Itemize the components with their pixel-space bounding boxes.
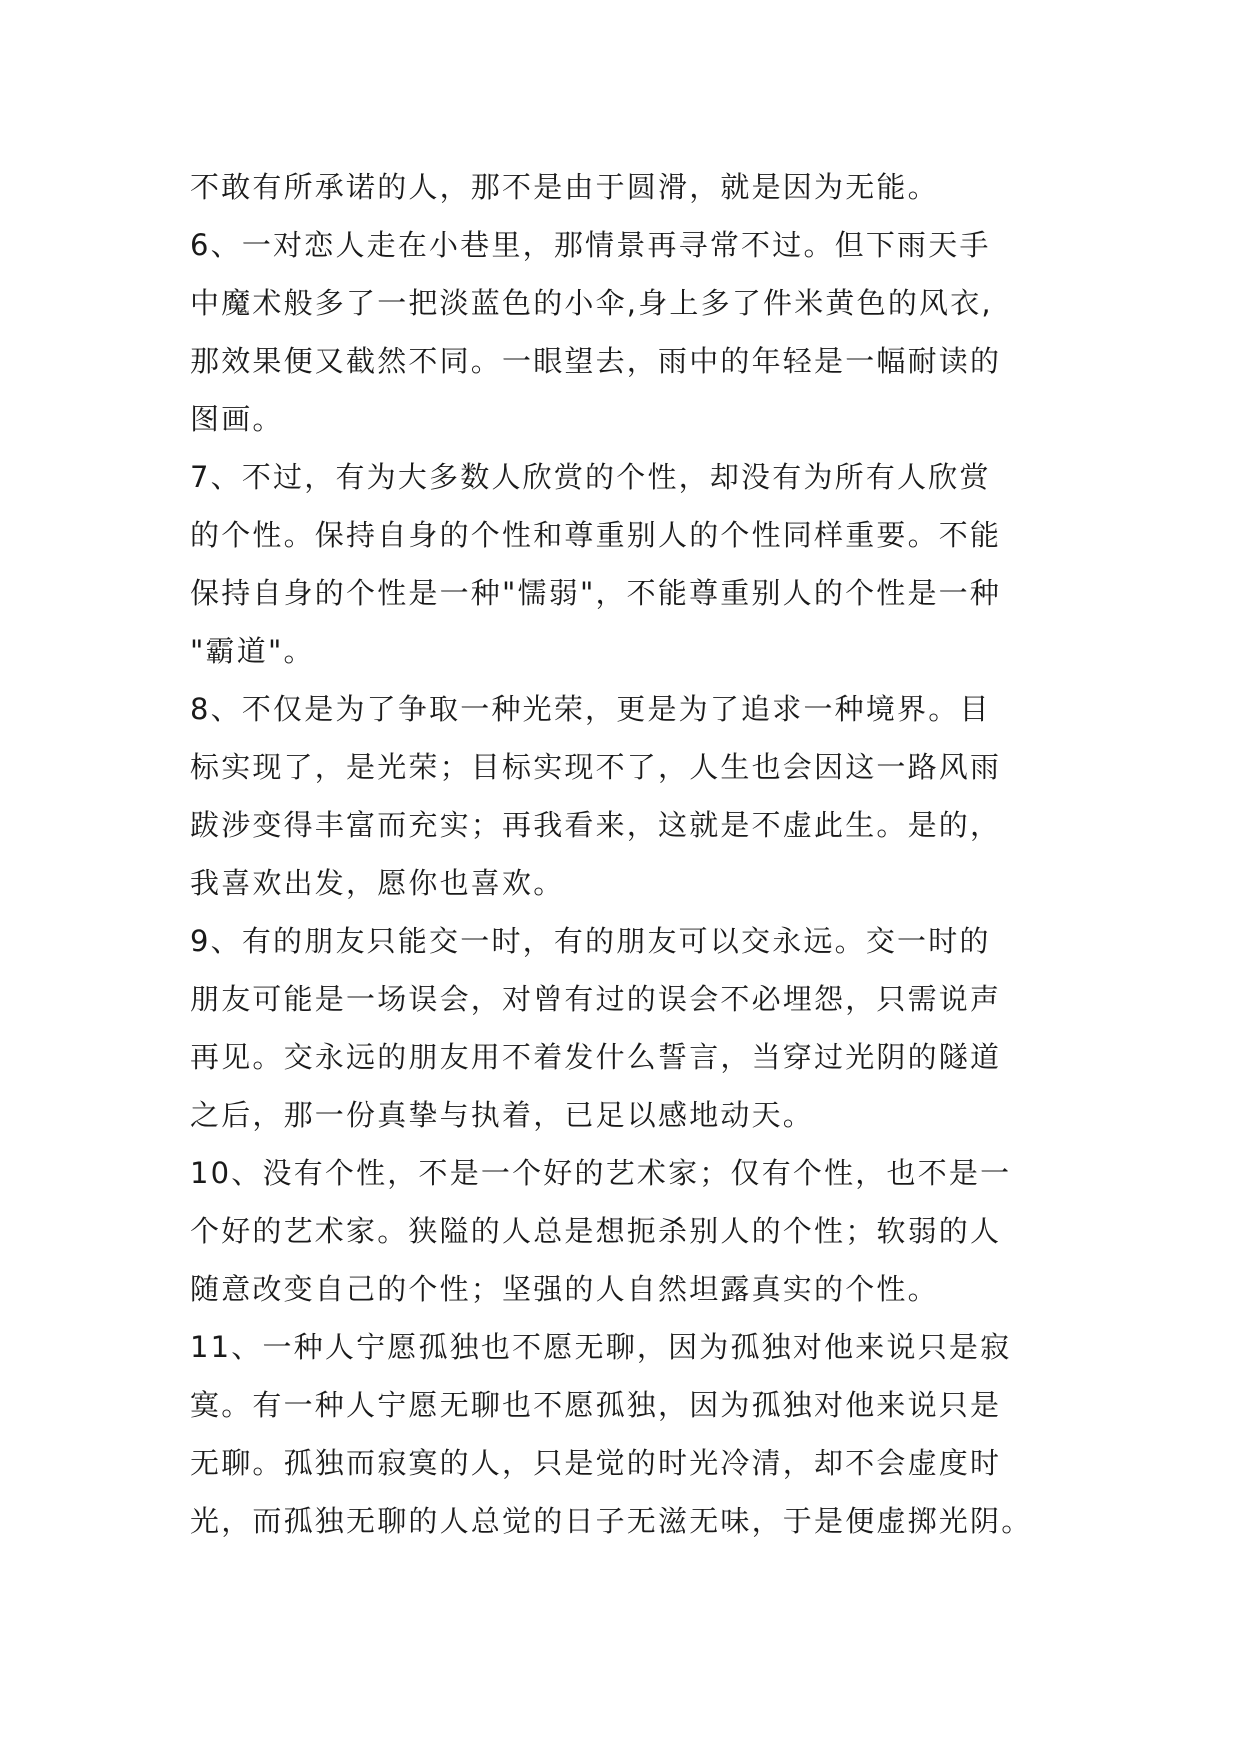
text-line: 不敢有所承诺的人，那不是由于圆滑，就是因为无能。 xyxy=(190,170,939,204)
text-line: 7、不过，有为大多数人欣赏的个性，却没有为所有人欣赏 xyxy=(190,460,991,494)
text-line: 无聊。孤独而寂寞的人，只是觉的时光冷清，却不会虚度时 xyxy=(190,1446,1002,1480)
text-line: 10、没有个性，不是一个好的艺术家；仅有个性，也不是一 xyxy=(190,1156,1012,1190)
text-line: 随意改变自己的个性；坚强的人自然坦露真实的个性。 xyxy=(190,1272,939,1306)
text-line: 保持自身的个性是一种"懦弱"，不能尊重别人的个性是一种 xyxy=(190,576,1002,610)
text-line: 之后，那一份真挚与执着，已足以感地动天。 xyxy=(190,1098,815,1132)
text-line: 跋涉变得丰富而充实；再我看来，这就是不虚此生。是的， xyxy=(190,808,1002,842)
text-line: "霸道"。 xyxy=(190,634,315,668)
text-line: 寞。有一种人宁愿无聊也不愿孤独，因为孤独对他来说只是 xyxy=(190,1388,1002,1422)
text-line: 标实现了，是光荣；目标实现不了，人生也会因这一路风雨 xyxy=(190,750,1002,784)
text-line: 图画。 xyxy=(190,402,284,436)
text-line: 的个性。保持自身的个性和尊重别人的个性同样重要。不能 xyxy=(190,518,1002,552)
text-line: 那效果便又截然不同。一眼望去，雨中的年轻是一幅耐读的 xyxy=(190,344,1002,378)
text-line: 光，而孤独无聊的人总觉的日子无滋无味，于是便虚掷光阴。 xyxy=(190,1504,1033,1538)
text-line: 9、有的朋友只能交一时，有的朋友可以交永远。交一时的 xyxy=(190,924,991,958)
text-line: 11、一种人宁愿孤独也不愿无聊，因为孤独对他来说只是寂 xyxy=(190,1330,1012,1364)
text-line: 我喜欢出发，愿你也喜欢。 xyxy=(190,866,565,900)
text-line: 8、不仅是为了争取一种光荣，更是为了追求一种境界。目 xyxy=(190,692,991,726)
text-line: 中魔术般多了一把淡蓝色的小伞,身上多了件米黄色的风衣, xyxy=(190,286,993,320)
text-line: 个好的艺术家。狭隘的人总是想扼杀别人的个性；软弱的人 xyxy=(190,1214,1002,1248)
text-line: 朋友可能是一场误会，对曾有过的误会不必埋怨，只需说声 xyxy=(190,982,1002,1016)
body-text xyxy=(190,158,1070,1550)
text-line: 再见。交永远的朋友用不着发什么誓言，当穿过光阴的隧道 xyxy=(190,1040,1002,1074)
text-line: 6、一对恋人走在小巷里，那情景再寻常不过。但下雨天手 xyxy=(190,228,991,262)
